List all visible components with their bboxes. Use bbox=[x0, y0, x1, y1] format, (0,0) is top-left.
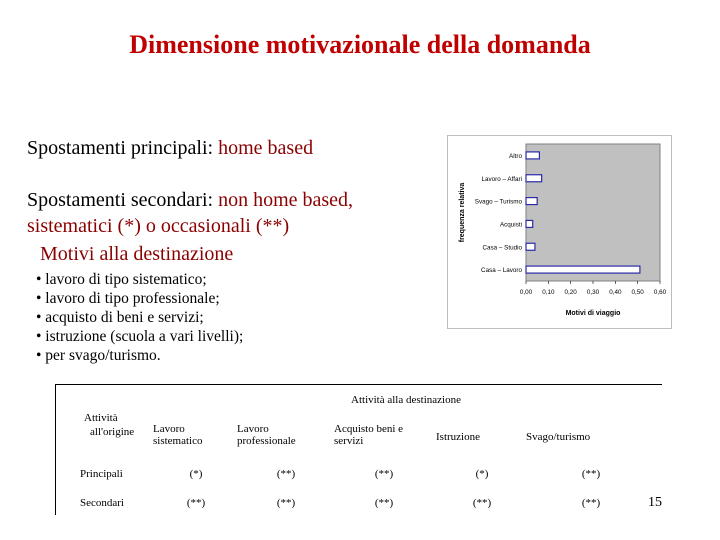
x-tick-label: 0,30 bbox=[586, 289, 600, 296]
chart-bar bbox=[526, 198, 537, 205]
x-tick-label: 0,10 bbox=[542, 289, 555, 296]
page-number: 15 bbox=[648, 495, 662, 510]
list-item: • lavoro di tipo professionale; bbox=[36, 290, 220, 307]
column-header: Istruzione bbox=[436, 431, 480, 443]
list-item: • istruzione (scuola a vari livelli); bbox=[36, 328, 244, 345]
motive-list bbox=[36, 270, 243, 365]
secondary-trips-line bbox=[27, 188, 353, 212]
main-trips-label: Spostamenti principali: bbox=[27, 137, 219, 159]
secondary-trips-label: Spostamenti secondari: bbox=[27, 189, 219, 211]
table-cell: (**) bbox=[581, 497, 601, 509]
table-cell: (**) bbox=[276, 468, 296, 480]
category-label: Casa – Studio bbox=[482, 244, 522, 252]
row-label: Principali bbox=[80, 468, 123, 480]
table-cell: (**) bbox=[186, 497, 206, 509]
main-trips-line bbox=[27, 136, 313, 160]
row-label: Secondari bbox=[80, 497, 124, 509]
table-cell: (*) bbox=[475, 468, 489, 480]
category-label: Altro bbox=[509, 152, 522, 160]
table-cell: (**) bbox=[581, 468, 601, 480]
x-tick-label: 0,00 bbox=[519, 289, 533, 296]
table-cell: (**) bbox=[374, 497, 394, 509]
main-trips-type: home based bbox=[218, 137, 314, 159]
column-header: Lavoro sistematico bbox=[153, 423, 203, 447]
chart-bar bbox=[526, 220, 533, 227]
x-tick-label: 0,20 bbox=[564, 289, 577, 296]
list-item: • per svago/turismo. bbox=[36, 347, 161, 364]
chart-bar bbox=[526, 266, 640, 273]
category-label: Casa – Lavoro bbox=[481, 267, 522, 275]
category-label: Svago – Turismo bbox=[474, 198, 522, 206]
list-item: • lavoro di tipo sistematico; bbox=[36, 271, 207, 288]
chart-canvas bbox=[448, 136, 671, 328]
table-group-header: Attività alla destinazione bbox=[351, 394, 461, 406]
category-label: Acquisti bbox=[499, 221, 522, 229]
secondary-trips-type: non home based, bbox=[218, 189, 354, 211]
category-label: Lavoro – Affari bbox=[481, 175, 522, 183]
table-cell: (**) bbox=[374, 468, 394, 480]
chart-bar bbox=[526, 175, 542, 182]
chart-bar bbox=[526, 152, 539, 159]
column-header: Lavoro professionale bbox=[237, 423, 296, 447]
x-tick-label: 0,50 bbox=[631, 289, 644, 296]
slide-title: Dimensione motivazionale della domanda bbox=[129, 30, 591, 59]
table-cell: (**) bbox=[472, 497, 492, 509]
secondary-trips-detail: sistematici (*) o occasionali (**) bbox=[27, 215, 290, 237]
chart-bar bbox=[526, 243, 535, 250]
subheading: Motivi alla destinazione bbox=[40, 243, 234, 265]
table-cell: (*) bbox=[189, 468, 203, 480]
x-tick-label: 0,60 bbox=[653, 289, 667, 296]
plot-area bbox=[526, 144, 660, 281]
y-axis-label: frequenza relativa bbox=[459, 182, 466, 243]
table-corner-bottom: all'origine bbox=[90, 426, 135, 438]
table-cell: (**) bbox=[276, 497, 296, 509]
trip-motive-chart bbox=[447, 135, 672, 329]
x-tick-label: 0,40 bbox=[609, 289, 622, 296]
list-item: • acquisto di beni e servizi; bbox=[36, 309, 204, 326]
column-header: Acquisto beni e servizi bbox=[334, 423, 404, 447]
table-corner-top: Attività bbox=[84, 412, 118, 424]
motive-table bbox=[55, 384, 662, 515]
x-axis-label: Motivi di viaggio bbox=[565, 310, 621, 317]
column-header: Svago/turismo bbox=[526, 431, 591, 443]
